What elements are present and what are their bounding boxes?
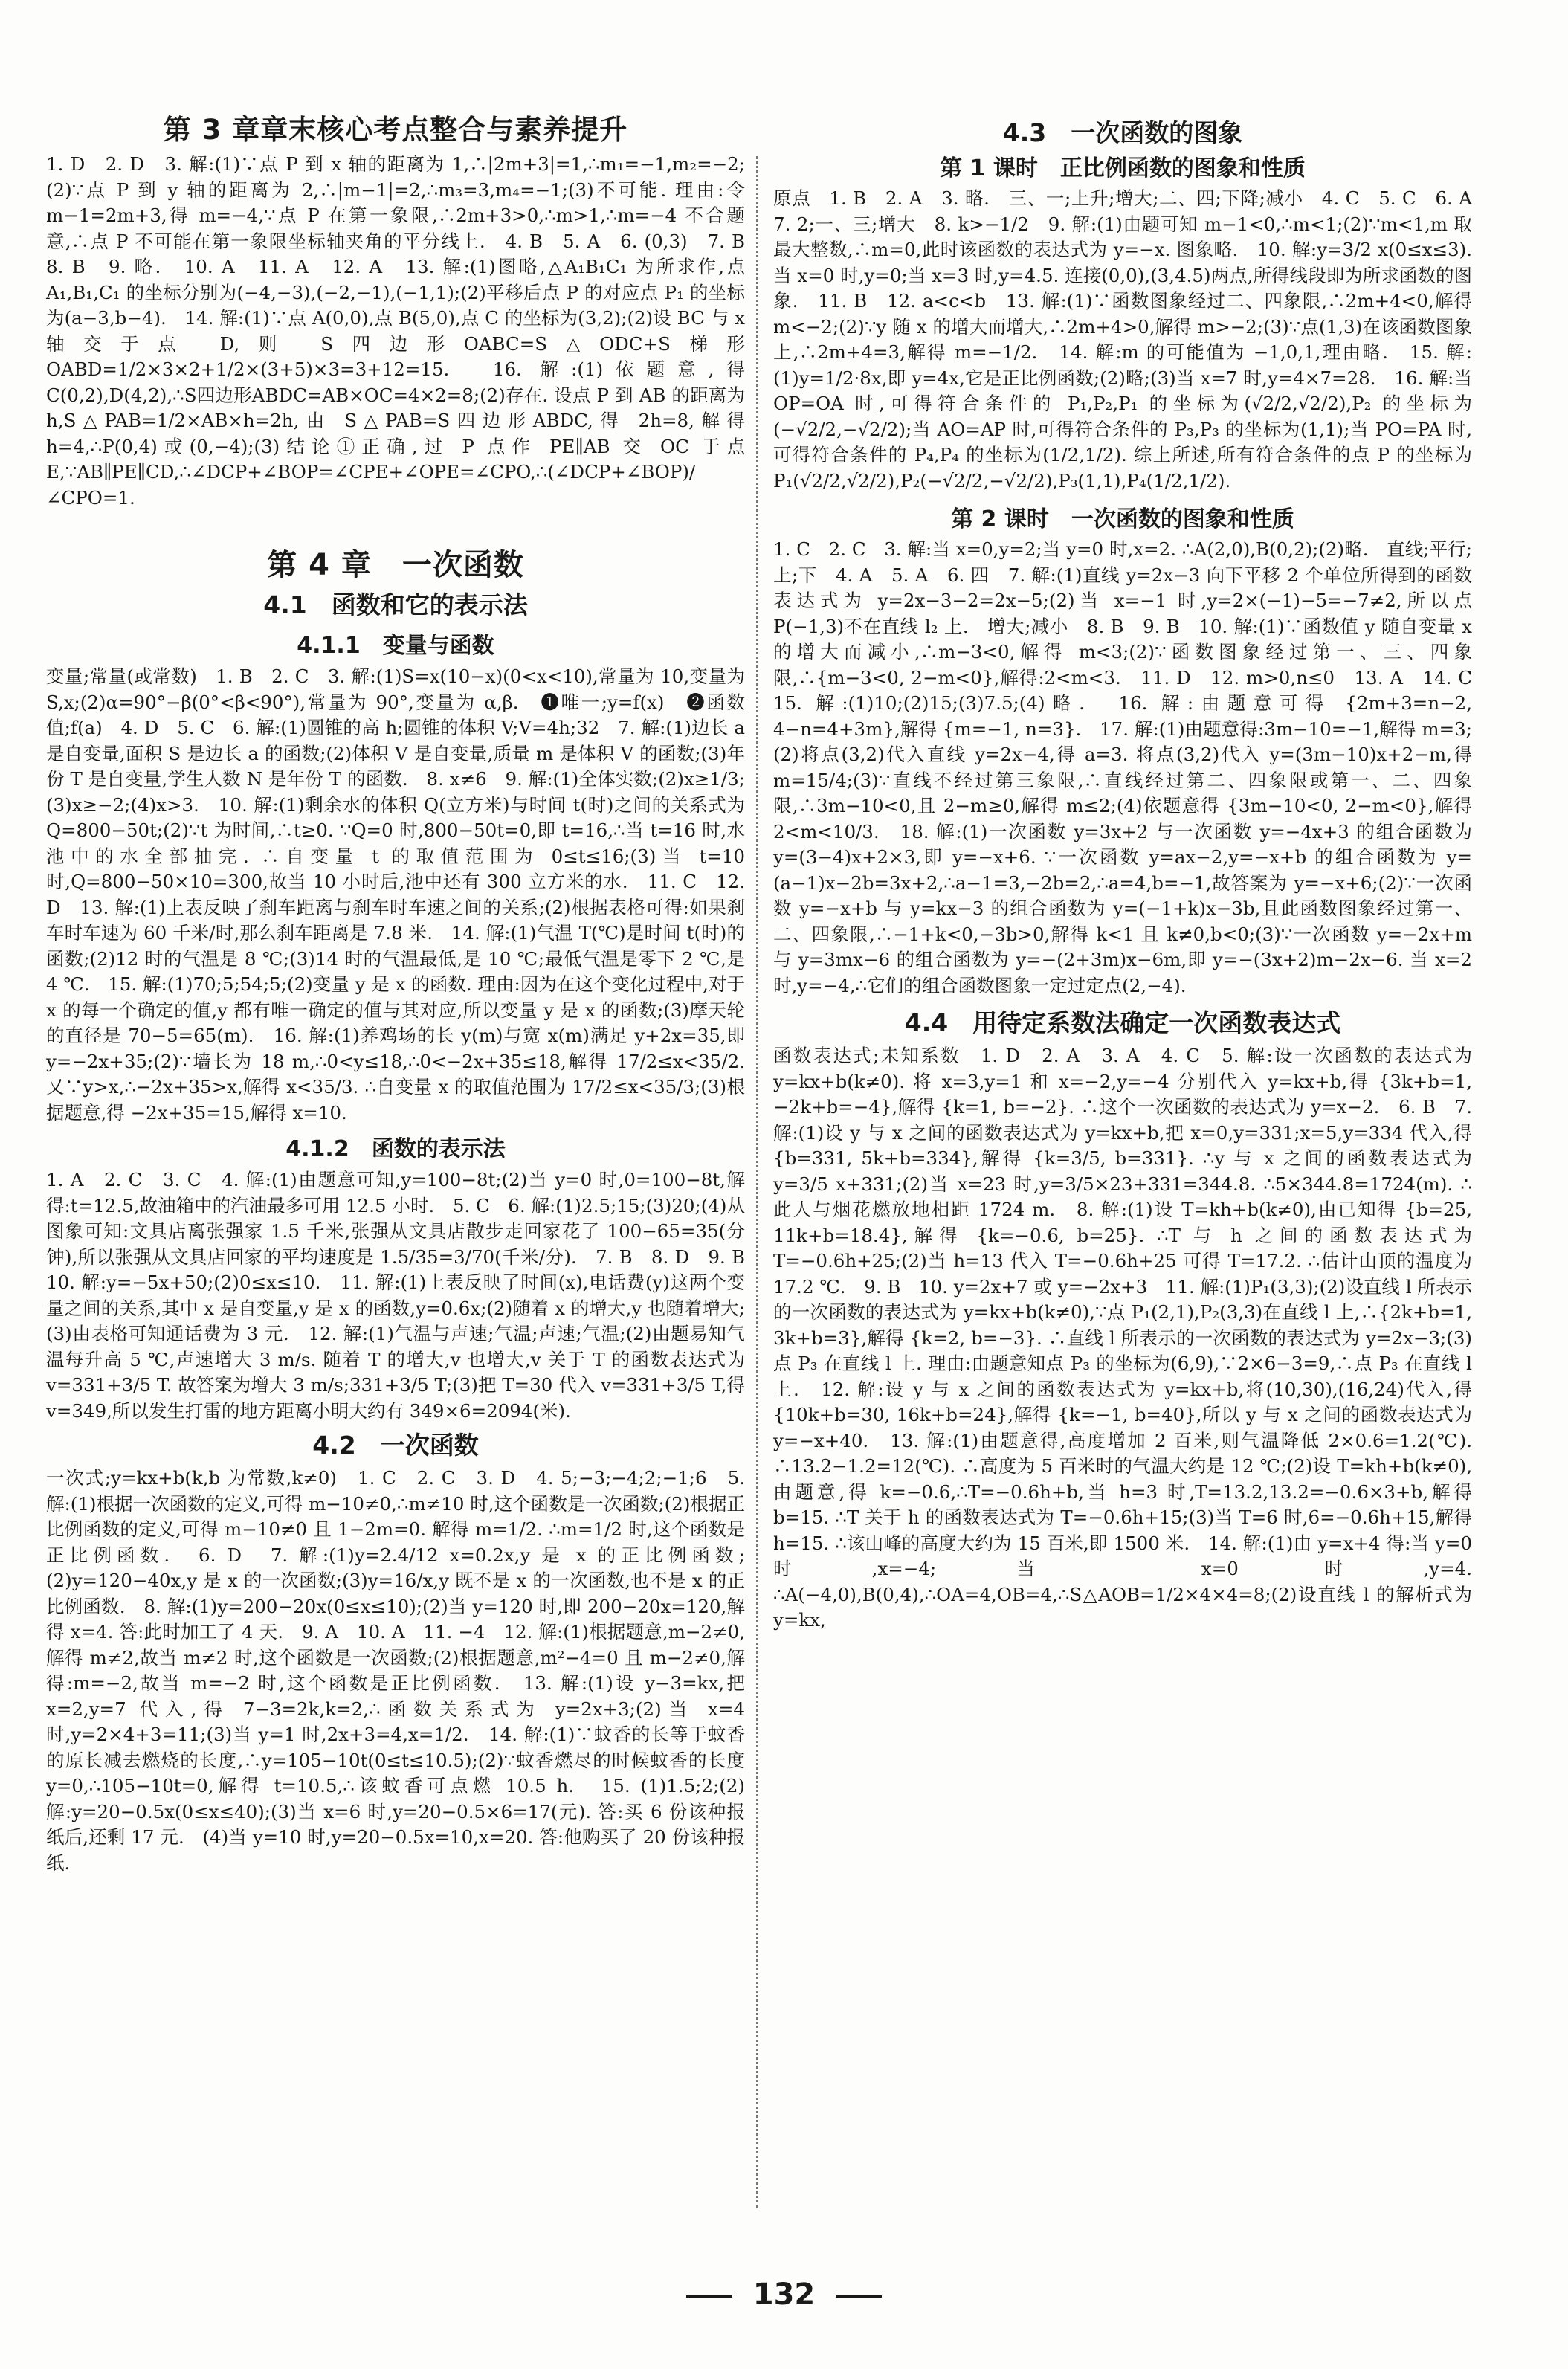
section-4-1-1-answers: 变量;常量(或常数) 1. B 2. C 3. 解:(1)S=x(10−x)(0<x<10),常量为 10,变量为 S,x;(2)α=90°−β(0°<β<90°),常量为 90°,变量为 α,β. ❶唯一;y=f(x) ❷函数值;f(a) 4. D 5. C 6. 解:(1)圆锥的高 h;圆锥的体积 V;V=4h;32 7. 解:(1)边长 a 是自变量,面积 S 是边长 a 的函数;(2)体积 V 是自变量,质量 m 是体积 V 的函数;(3)年份 T 是自变量,学生人数 N 是年份 T 的函数. 8. x≠6 9. 解:(1)全体实数;(2)x≥1/3;(3)x≥−2;(4)x>3. 10. 解:(1)剩余水的体积 Q(立方米)与时间 t(时)之间的关系式为 Q=800−50t;(2)∵t 为时间,∴t≥0. ∵Q=0 时,800−50t=0,即 t=16,∴当 t=16 时,水池中的水全部抽完. ∴自变量 t 的取值范围为 0≤t≤16;(3)当 t=10 时,Q=800−50×10=300,故当 10 小时后,池中还有 300 立方米的水. 11. C 12. D 13. 解:(1)上表反映了刹车距离与刹车时车速之间的关系;(2)根据表格可得:如果刹车时车速为 60 千米/时,那么刹车距离是 7.8 米. 14. 解:(1)气温 T(℃)是时间 t(时)的函数;(2)12 时的气温是 8 ℃;(3)14 时的气温最低,是 10 ℃;最低气温是零下 2 ℃,是 4 ℃. 15. 解:(1)70;5;54;5;(2)变量 y 是 x 的函数. 理由:因为在这个变化过程中,对于 x 的每一个确定的值,y 都有唯一确定的值与其对应,所以变量 y 是 x 的函数;(3)摩天轮的直径是 70−5=65(m). 16. 解:(1)养鸡场的长 y(m)与宽 x(m)满足 y+2x=35,即 y=−2x+35;(2)∵墙长为 18 m,∴0<y≤18,∴0<−2x+35≤18,解得 17/2≤x<35/2. 又∵y>x,∴−2x+35>x,解得 x<35/3. ∴自变量 x 的取值范围为 17/2≤x<35/3;(3)根据题意,得 −2x+35=15,解得 x=10.	[46, 665, 745, 1124]
section-4-4-heading: 4.4 用待定系数法确定一次函数表达式	[904, 1008, 1341, 1037]
footer-dash-right	[836, 2295, 882, 2298]
chapter3-review-answers: 1. D 2. D 3. 解:(1)∵点 P 到 x 轴的距离为 1,∴|2m+3|=1,∴m₁=−1,m₂=−2;(2)∵点 P 到 y 轴的距离为 2,∴|m−1|=2,∴m₃=3,m₄=−1;(3)不可能. 理由:令 m−1=2m+3,得 m=−4,∵点 P 在第一象限,∴2m+3>0,∴m>1,∴m=−4 不合题意,∴点 P 不可能在第一象限坐标轴夹角的平分线上. 4. B 5. A 6. (0,3) 7. B 8. B 9. 略. 10. A 11. A 12. A 13. 解:(1)图略,△A₁B₁C₁ 为所求作,点 A₁,B₁,C₁ 的坐标分别为(−4,−3),(−2,−1),(−1,1);(2)平移后点 P 的对应点 P₁ 的坐标为(a−3,b−4). 14. 解:(1)∵点 A(0,0),点 B(5,0),点 C 的坐标为(3,2);(2)设 BC 与 x 轴交于点 D,则 S四边形OABC=S△ODC+S梯形OABD=1/2×3×2+1/2×(3+5)×3=3+12=15. 16. 解:(1)依题意,得 C(0,2),D(4,2),∴S四边形ABDC=AB×OC=4×2=8;(2)存在. 设点 P 到 AB 的距离为 h,S△PAB=1/2×AB×h=2h,由 S△PAB=S四边形ABDC,得 2h=8,解得 h=4,∴P(0,4)或(0,−4);(3)结论①正确,过 P 点作 PE∥AB 交 OC 于点 E,∵AB∥PE∥CD,∴∠DCP+∠BOP=∠CPE+∠OPE=∠CPO,∴(∠DCP+∠BOP)/∠CPO=1.	[46, 153, 764, 509]
section-4-3-heading: 4.3 一次函数的图象	[1002, 118, 1243, 147]
lesson-2-answers: 1. C 2. C 3. 解:当 x=0,y=2;当 y=0 时,x=2. ∴A(2,0),B(0,2);(2)略. 直线;平行;上;下 4. A 5. A 6. 四 7. 解:(1)直线 y=2x−3 向下平移 2 个单位所得到的函数表达式为 y=2x−3−2=2x−5;(2)当 x=−1 时,y=2×(−1)−5=−7≠2,所以点 P(−1,3)不在直线 l₂ 上. 增大;减小 8. B 9. B 10. 解:(1)∵函数值 y 随自变量 x 的增大而减小,∴m−3<0,解得 m<3;(2)∵函数图象经过第一、三、四象限,∴{m−3<0, 2−m<0},解得:2<m<3. 11. D 12. m>0,n≤0 13. A 14. C 15. 解:(1)10;(2)15;(3)7.5;(4)略. 16. 解:由题意可得 {2m+3=n−2, 4−n=4+3m},解得 {m=−1, n=3}. 17. 解:(1)由题意得:3m−10=−1,解得 m=3;(2)将点(3,2)代入直线 y=2x−4,得 a=3. 将点(3,2)代入 y=(3m−10)x+2−m,得 m=15/4;(3)∵直线不经过第三象限,∴直线经过第二、四象限或第一、二、四象限,∴3m−10<0,且 2−m≥0,解得 m≤2;(4)依题意得 {3m−10<0, 2−m<0},解得 2<m<10/3. 18. 解:(1)一次函数 y=3x+2 与一次函数 y=−4x+3 的组合函数为 y=(3−4)x+2×3,即 y=−x+6. ∵一次函数 y=ax−2,y=−x+b 的组合函数为 y=(a−1)x−2b=3x+2,∴a−1=3,−2b=2,∴a=4,b=−1,故答案为 y=−x+6;(2)∵一次函数 y=−x+b 与 y=kx−3 的组合函数为 y=(−1+k)x−3b,且此函数图象经过第一、二、四象限,∴−1+k<0,−3b>0,解得 k<1 且 k≠0,b<0;(3)∵一次函数 y=−2x+m 与 y=3mx−6 的组合函数为 y=−(2+3m)x−6m,即 y=−(3x+2)m−2x−6. 当 x=2 时,y=−4,∴它们的组合函数图象一定过定点(2,−4).	[773, 538, 1491, 996]
page-footer	[0, 2274, 1568, 2315]
section-4-1-2-answers: 1. A 2. C 3. C 4. 解:(1)由题意可知,y=100−8t;(2)当 y=0 时,0=100−8t,解得:t=12.5,故油箱中的汽油最多可用 12.5 小时. 5. C 6. 解:(1)2.5;15;(3)20;(4)从图象可知:文具店离张强家 1.5 千米,张强从文具店散步走回家花了 100−65=35(分钟),所以张强从文具店回家的平均速度是 1.5/35=3/70(千米/分). 7. B 8. D 9. B 10. 解:y=−5x+50;(2)0≤x≤10. 11. 解:(1)上表反映了时间(x),电话费(y)这两个变量之间的关系,其中 x 是自变量,y 是 x 的函数,y=0.6x;(2)随着 x 的增大,y 也随着增大;(3)由表格可知通话费为 3 元. 12. 解:(1)气温与声速;气温;声速;气温;(2)由题易知气温每升高 5 ℃,声速增大 3 m/s. 随着 T 的增大,v 也增大,v 关于 T 的函数表达式为 v=331+3/5 T. 故答案为增大 3 m/s;331+3/5 T;(3)把 T=30 代入 v=331+3/5 T,得 v=349,所以发生打雷的地方距离小明大约有 349×6=2094(米).	[46, 1169, 764, 1422]
right-column	[773, 112, 1491, 2223]
chapter3-review-heading: 第 3 章章末核心考点整合与素养提升	[163, 114, 628, 146]
column-divider	[756, 156, 758, 2208]
footer-dash-left	[686, 2295, 732, 2298]
page-number: 132	[752, 2278, 816, 2312]
section-4-2-heading: 4.2 一次函数	[312, 1431, 479, 1460]
lesson-1-answers: 原点 1. B 2. A 3. 略. 三、一;上升;增大;二、四;下降;减小 4. C 5. C 6. A 7. 2;一、三;增大 8. k>−1/2 9. 解:(1)由题可知 m−1<0,∴m<1;(2)∵m<1,m 取最大整数,∴m=0,此时该函数的表达式为 y=−x. 图象略. 10. 解:y=3/2 x(0≤x≤3). 当 x=0 时,y=0;当 x=3 时,y=4.5. 连接(0,0),(3,4.5)两点,所得线段即为所求函数的图象. 11. B 12. a<c<b 13. 解:(1)∵函数图象经过二、四象限,∴2m+4<0,解得 m<−2;(2)∵y 随 x 的增大而增大,∴2m+4>0,解得 m>−2;(3)∵点(1,3)在该函数图象上,∴2m+4=3,解得 m=−1/2. 14. 解:m 的可能值为 −1,0,1,理由略. 15. 解:(1)y=1/2·8x,即 y=4x,它是正比例函数;(2)略;(3)当 x=7 时,y=4×7=28. 16. 解:当 OP=OA 时,可得符合条件的 P₁,P₂,P₁ 的坐标为(√2/2,√2/2),P₂ 的坐标为(−√2/2,−√2/2);当 AO=AP 时,可得符合条件的 P₃,P₃ 的坐标为(1,1);当 PO=PA 时,可得符合条件的 P₄,P₄ 的坐标为(1/2,1/2). 综上所述,所有符合条件的点 P 的坐标为 P₁(√2/2,√2/2),P₂(−√2/2,−√2/2),P₃(1,1),P₄(1/2,1/2).	[773, 187, 1491, 491]
section-4-4-answers: 函数表达式;未知系数 1. D 2. A 3. A 4. C 5. 解:设一次函数的表达式为 y=kx+b(k≠0). 将 x=3,y=1 和 x=−2,y=−4 分别代入 y=kx+b,得 {3k+b=1, −2k+b=−4},解得 {k=1, b=−2}. ∴这个一次函数的表达式为 y=x−2. 6. B 7. 解:(1)设 y 与 x 之间的函数表达式为 y=kx+b,把 x=0,y=331;x=5,y=334 代入,得 {b=331, 5k+b=334},解得 {k=3/5, b=331}. ∴y 与 x 之间的函数表达式为 y=3/5 x+331;(2)当 x=23 时,y=3/5×23+331=344.8. ∴5×344.8=1724(m). ∴此人与烟花燃放地相距 1724 m. 8. 解:(1)设 T=kh+b(k≠0),由已知得 {b=25, 11k+b=18.4},解得 {k=−0.6, b=25}. ∴T 与 h 之间的函数表达式为 T=−0.6h+25;(2)当 h=13 代入 T=−0.6h+25 可得 T=17.2. ∴估计山顶的温度为 17.2 ℃. 9. B 10. y=2x+7 或 y=−2x+3 11. 解:(1)P₁(3,3);(2)设直线 l 所表示的一次函数的表达式为 y=kx+b(k≠0),∵点 P₁(2,1),P₂(3,3)在直线 l 上,∴{2k+b=1, 3k+b=3},解得 {k=2, b=−3}. ∴直线 l 所表示的一次函数的表达式为 y=2x−3;(3)点 P₃ 在直线 l 上. 理由:由题意知点 P₃ 的坐标为(6,9),∵2×6−3=9,∴点 P₃ 在直线 l 上. 12. 解:设 y 与 x 之间的函数表达式为 y=kx+b,将(10,30),(16,24)代入,得 {10k+b=30, 16k+b=24},解得 {k=−1, b=40},所以 y 与 x 之间的函数表达式为 y=−x+40. 13. 解:(1)由题意得,高度增加 2 百米,则气温降低 2×0.6=1.2(℃). ∴13.2−1.2=12(℃). ∴高度为 5 百米时的气温大约是 12 ℃;(2)设 T=kh+b(k≠0),由题意,得 k=−0.6,∴T=−0.6h+b,当 h=3 时,T=13.2,13.2=−0.6×3+b,解得 b=15. ∴T 关于 h 的函数表达式为 T=−0.6h+15;(3)当 T=6 时,6=−0.6h+15,解得 h=15. ∴该山峰的高度大约为 15 百米,即 1500 米. 14. 解:(1)由 y=x+4 得:当 y=0 时,x=−4;当 x=0 时,y=4. ∴A(−4,0),B(0,4),∴OA=4,OB=4,∴S△AOB=1/2×4×4=8;(2)设直线 l 的解析式为 y=kx,	[773, 1045, 1472, 1631]
section-4-2-answers: 一次式;y=kx+b(k,b 为常数,k≠0) 1. C 2. C 3. D 4. 5;−3;−4;2;−1;6 5. 解:(1)根据一次函数的定义,可得 m−10≠0,∴m≠10 时,这个函数是一次函数;(2)根据正比例函数的定义,可得 m−10≠0 且 1−2m=0. 解得 m=1/2. ∴m=1/2 时,这个函数是正比例函数. 6. D 7. 解:(1)y=2.4/12 x=0.2x,y 是 x 的正比例函数;(2)y=120−40x,y 是 x 的一次函数;(3)y=16/x,y 既不是 x 的一次函数,也不是 x 的正比例函数. 8. 解:(1)y=200−20x(0≤x≤10);(2)当 y=120 时,即 200−20x=120,解得 x=4. 答:此时加工了 4 天. 9. A 10. A 11. −4 12. 解:(1)根据题意,m−2≠0,解得 m≠2,故当 m≠2 时,这个函数是一次函数;(2)根据题意,m²−4=0 且 m−2≠0,解得:m=−2,故当 m=−2 时,这个函数是正比例函数. 13. 解:(1)设 y−3=kx,把 x=2,y=7 代入,得 7−3=2k,k=2,∴函数关系式为 y=2x+3;(2)当 x=4 时,y=2×4+3=11;(3)当 y=1 时,2x+3=4,x=1/2. 14. 解:(1)∵蚊香的长等于蚊香的原长减去燃烧的长度,∴y=105−10t(0≤t≤10.5);(2)∵蚊香燃尽的时候蚊香的长度 y=0,∴105−10t=0,解得 t=10.5,∴该蚊香可点燃 10.5 h. 15. (1)1.5;2;(2)解:y=20−0.5x(0≤x≤40);(3)当 x=6 时,y=20−0.5×6=17(元). 答:买 6 份该种报纸后,还剩 17 元. (4)当 y=10 时,y=20−0.5x=10,x=20. 答:他购买了 20 份该种报纸.	[46, 1467, 745, 1874]
section-4-1-heading: 4.1 函数和它的表示法	[263, 590, 528, 619]
section-4-1-1-heading: 4.1.1 变量与函数	[297, 633, 494, 659]
lesson-2-heading: 第 2 课时 一次函数的图象和性质	[951, 506, 1294, 532]
chapter4-heading: 第 4 章 一次函数	[267, 548, 524, 582]
section-4-1-2-heading: 4.1.2 函数的表示法	[285, 1136, 506, 1162]
left-column	[46, 112, 764, 2253]
lesson-1-heading: 第 1 课时 正比例函数的图象和性质	[940, 155, 1306, 181]
